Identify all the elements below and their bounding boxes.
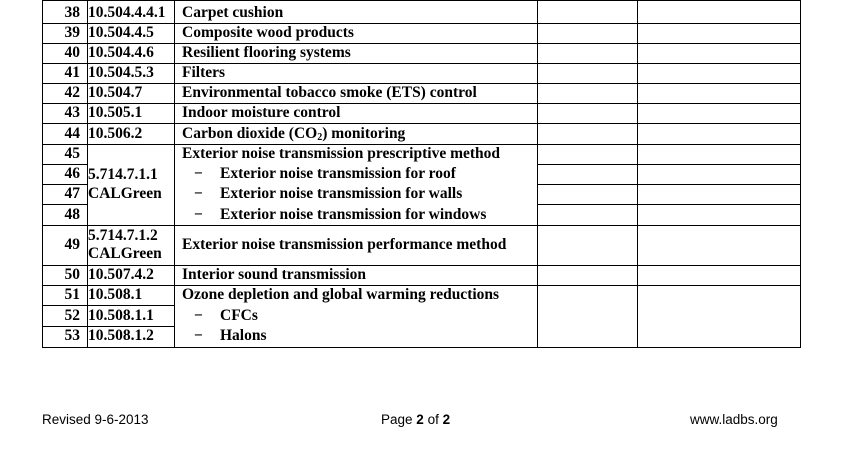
row-number: 51	[64, 286, 80, 303]
row-number: 42	[64, 84, 80, 101]
code-section: 10.504.4.6	[88, 44, 154, 61]
requirement-description: Carpet cushion	[182, 4, 284, 21]
row-number: 41	[64, 64, 80, 81]
code-section-merged-line1: 5.714.7.1.1	[88, 166, 158, 183]
requirement-description: Indoor moisture control	[182, 104, 341, 121]
page-of: of	[427, 412, 439, 427]
requirement-description: Composite wood products	[182, 24, 354, 41]
requirement-description: Exterior noise transmission performance method	[182, 236, 507, 253]
subitem-text: Exterior noise transmission for windows	[220, 206, 487, 223]
row-border	[42, 225, 801, 226]
notes-cell[interactable]	[638, 1, 800, 23]
row-number: 52	[64, 307, 80, 324]
col-border	[637, 0, 638, 348]
code-section: 10.504.4.4.1	[88, 4, 166, 21]
dash-bullet: −	[194, 206, 203, 223]
row-border	[538, 184, 801, 185]
row-number: 40	[64, 44, 80, 61]
co2-text-suffix: ) monitoring	[322, 125, 406, 142]
code-section: 10.504.7	[88, 84, 143, 101]
code-section: 10.504.4.5	[88, 24, 154, 41]
requirement-subitem	[194, 307, 258, 325]
subitem-text: Halons	[220, 327, 267, 344]
revision-date: Revised 9-6-2013	[42, 412, 149, 427]
row-number: 53	[64, 327, 80, 344]
requirement-description: Environmental tobacco smoke (ETS) control	[182, 84, 477, 101]
row-border	[42, 103, 801, 104]
requirement-description: Ozone depletion and global warming reductions	[182, 286, 500, 303]
page-current: 2	[416, 412, 424, 427]
subitem-text: Exterior noise transmission for walls	[220, 185, 463, 202]
row-border	[42, 123, 801, 124]
code-section: 10.508.1	[88, 286, 143, 303]
requirement-description: Filters	[182, 64, 226, 81]
row-number: 47	[64, 185, 80, 202]
code-section-line2: CALGreen	[88, 245, 162, 262]
row-number: 46	[64, 165, 80, 182]
subitem-text: CFCs	[220, 307, 258, 324]
dash-bullet: −	[194, 185, 203, 202]
page-indicator	[381, 412, 450, 427]
row-border	[42, 204, 88, 205]
co2-subscript: 2	[317, 132, 323, 143]
requirement-subitem	[194, 327, 267, 345]
col-border	[800, 0, 801, 348]
row-border	[42, 347, 801, 348]
row-number: 39	[64, 24, 80, 41]
col-border	[537, 0, 538, 348]
code-section: 10.504.5.3	[88, 64, 154, 81]
co2-text-prefix: Carbon dioxide (CO	[182, 125, 318, 142]
row-border	[42, 23, 801, 24]
row-number: 50	[64, 266, 80, 283]
dash-bullet: −	[194, 307, 203, 324]
status-cell[interactable]	[538, 1, 637, 23]
row-border	[538, 204, 801, 205]
subitem-text: Exterior noise transmission for roof	[220, 165, 456, 182]
row-number: 38	[64, 4, 80, 21]
requirement-description: Exterior noise transmission prescriptive method	[182, 145, 501, 162]
row-border	[538, 164, 801, 165]
row-number: 49	[64, 236, 80, 253]
row-border	[42, 43, 801, 44]
requirement-description: Resilient flooring systems	[182, 44, 351, 61]
code-section: 10.506.2	[88, 125, 143, 142]
row-border	[42, 305, 174, 306]
code-section: 10.508.1.1	[88, 307, 154, 324]
row-number: 44	[64, 125, 80, 142]
row-border	[42, 63, 801, 64]
page-word: Page	[381, 412, 413, 427]
requirement-description	[182, 125, 405, 143]
requirement-subitem	[194, 185, 462, 203]
row-number: 43	[64, 104, 80, 121]
row-number: 45	[64, 145, 80, 162]
code-section-merged-line2: CALGreen	[88, 185, 162, 202]
requirement-description: Interior sound transmission	[182, 266, 367, 283]
row-number: 48	[64, 206, 80, 223]
col-border	[174, 0, 175, 348]
code-section: 10.507.4.2	[88, 266, 154, 283]
code-section: 10.508.1.2	[88, 327, 154, 344]
code-section-line1: 5.714.7.1.2	[88, 227, 158, 244]
requirements-table	[42, 0, 801, 348]
code-section: 10.505.1	[88, 104, 143, 121]
website-url: www.ladbs.org	[690, 412, 778, 427]
dash-bullet: −	[194, 327, 203, 344]
page-total: 2	[442, 412, 451, 427]
dash-bullet: −	[194, 165, 203, 182]
row-border	[42, 265, 801, 266]
requirement-subitem	[194, 206, 486, 224]
requirement-subitem	[194, 165, 456, 183]
